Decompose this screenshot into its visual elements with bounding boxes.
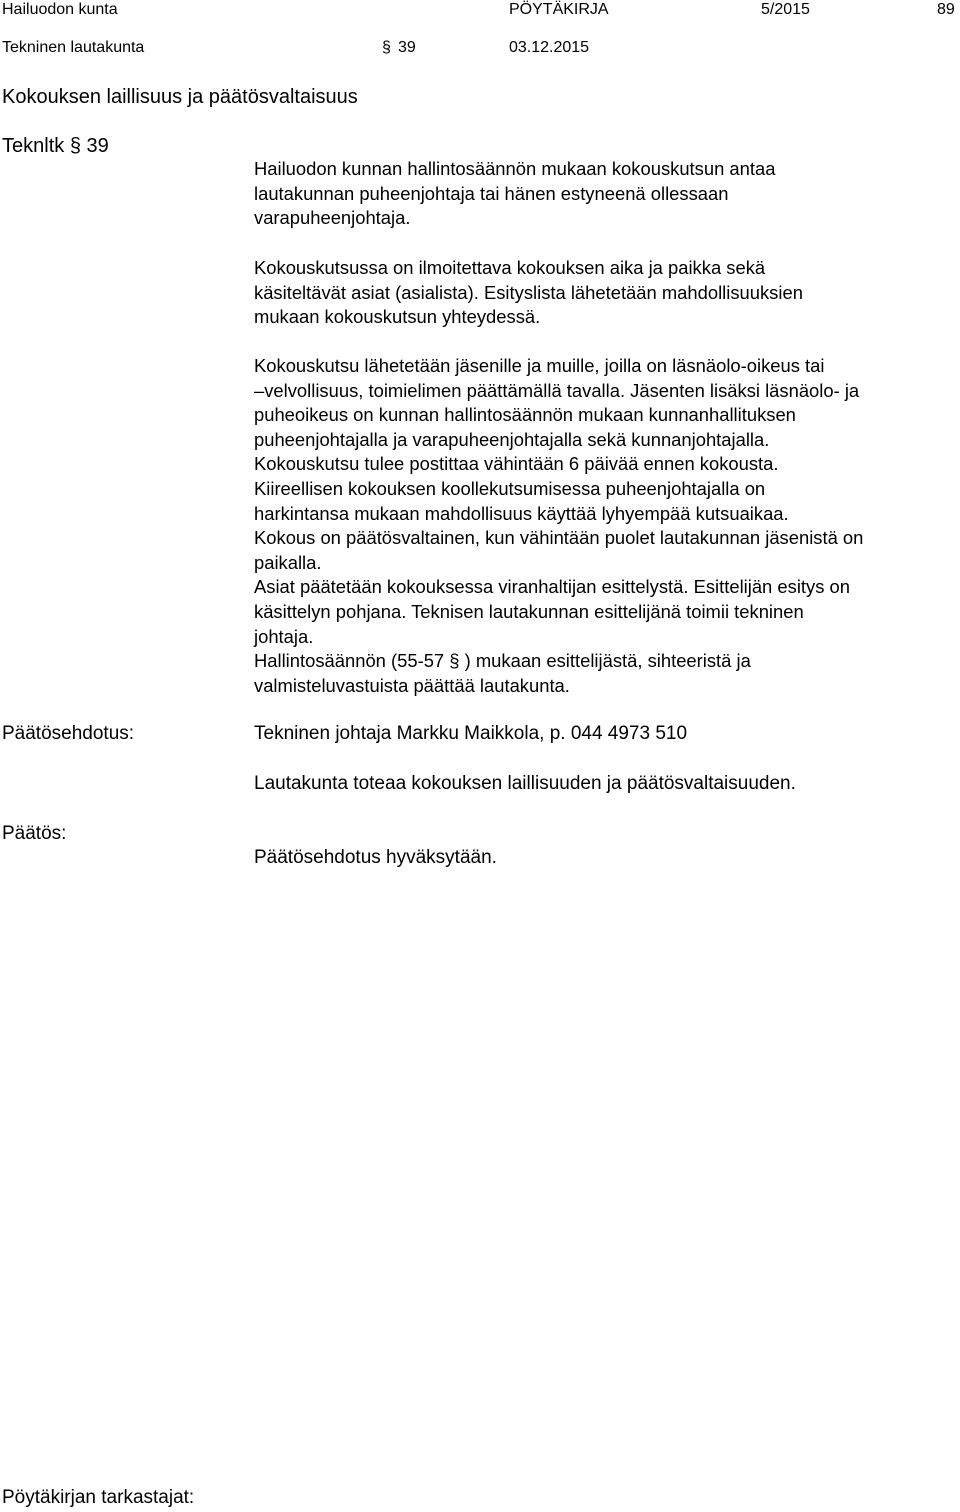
proposal-text: Lautakunta toteaa kokouksen laillisuuden ja päätösvaltaisuuden. — [254, 773, 796, 794]
document-type: PÖYTÄKIRJA — [509, 1, 609, 18]
committee-name: Tekninen lautakunta — [2, 39, 145, 56]
proposal-presenter: Tekninen johtaja Markku Maikkola, p. 044 4973 510 — [254, 723, 688, 744]
decision-label: Päätös: — [2, 823, 67, 844]
municipality-name: Hailuodon kunta — [2, 1, 118, 18]
paragraph-2 — [254, 256, 958, 330]
section-code: Teknltk — [2, 135, 65, 157]
section-mark: § — [69, 135, 81, 157]
page-title: Kokouksen laillisuus ja päätösvaltaisuus — [2, 86, 358, 108]
header-section-mark: § — [382, 39, 391, 56]
paragraph-3 — [254, 354, 958, 698]
proposal-label: Päätösehdotus: — [2, 723, 135, 744]
reviewers-label: Pöytäkirjan tarkastajat: — [2, 1487, 195, 1508]
paragraph-text: Kokouskutsussa on ilmoitettava kokouksen aika ja paikka sekä käsiteltävät asiat (asialista). Esityslista lähetetään mahdollisuuksien mukaan kokouskutsun yhteydessä. — [254, 257, 803, 328]
section-number: 39 — [86, 135, 109, 157]
paragraph-text: Hailuodon kunnan hallintosäännön mukaan kokouskutsun antaa lautakunnan puheenjohtaja tai hänen estyneenä ollessaan varapuheenjohtaja. — [254, 158, 776, 229]
document-number: 5/2015 — [761, 1, 810, 18]
page-number: 89 — [937, 1, 955, 18]
paragraph-1 — [254, 157, 958, 231]
paragraph-text: Kokouskutsu lähetetään jäsenille ja muille, joilla on läsnäolo-oikeus tai –velvollisuus, toimielimen päättämällä tavalla. Jäsenten lisäksi läsnäolo- ja puheoikeus on kunnan hallintosäännön mukaan kunnanhallituksen puheenjohtajalla ja varapuheenjohtajalla sekä kunnanjohtajalla. Kokouskutsu tulee postittaa vähintään 6 päivää ennen kokousta. Kiireellisen kokouksen koollekutsumisessa puheenjohtajalla on harkintansa mukaan mahdollisuus käyttää lyhyempää kutsuaikaa. Kokous on päätösvaltainen, kun vähintään puolet lautakunnan jäsenistä on paikalla. Asiat päätetään kokouksessa viranhaltijan esittelystä. Esittelijän esitys on käsittelyn pohjana. Teknisen lautakunnan esittelijänä toimii tekninen johtaja. Hallintosäännön (55-57 § ) mukaan esittelijästä, sihteeristä ja valmisteluvastuista päättää lautakunta. — [254, 355, 864, 696]
meeting-date: 03.12.2015 — [509, 39, 590, 56]
header-section-number: 39 — [398, 39, 416, 56]
section-label — [2, 134, 109, 158]
decision-text: Päätösehdotus hyväksytään. — [254, 847, 497, 868]
